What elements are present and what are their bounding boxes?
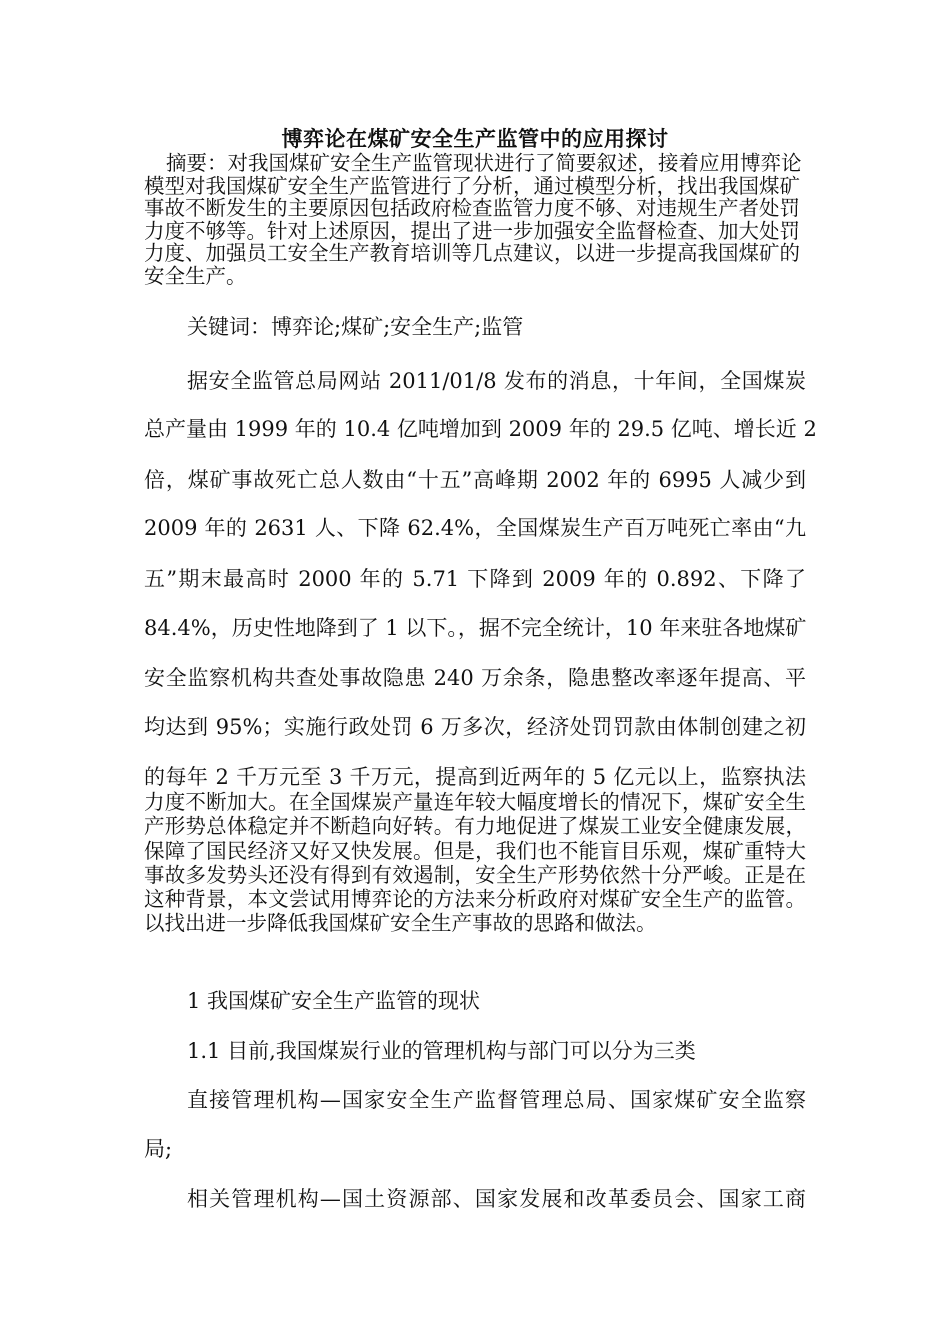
body-line: 的每年 2 千万元至 3 千万元，提高到近两年的 5 亿元以上，监察执法	[144, 765, 806, 789]
body-line: 总产量由 1999 年的 10.4 亿吨增加到 2009 年的 29.5 亿吨、增长近 2	[144, 417, 817, 441]
abstract-text: 摘要：对我国煤矿安全生产监管现状进行了简要叙述，接着应用博弈论模型对我国煤矿安全生产监管进行了分析，通过模型分析，找出我国煤矿事故不断发生的主要原因包括政府检查监管力度不够、对违规生产者处罚力度不够等。针对上述原因，提出了进一步加强安全监督检查、加大处罚力度、加强员工安全生产教育培训等几点建议，以进一步提高我国煤矿的安全生产。	[144, 151, 802, 288]
body-line: 据安全监管总局网站 2011/01/8 发布的消息，十年间，全国煤炭	[187, 369, 806, 393]
body-line: 直接管理机构—国家安全生产监督管理总局、国家煤矿安全监察	[187, 1088, 806, 1112]
body-line: 五”期末最高时 2000 年的 5.71 下降到 2009 年的 0.892、下降了	[144, 567, 806, 591]
subsection-heading: 1.1 目前,我国煤炭行业的管理机构与部门可以分为三类	[187, 1039, 696, 1063]
document-title: 博弈论在煤矿安全生产监管中的应用探讨	[281, 126, 669, 151]
body-line: 2009 年的 2631 人、下降 62.4%，全国煤炭生产百万吨死亡率由“九	[144, 516, 806, 540]
body-line: 均达到 95%；实施行政处罚 6 万多次，经济处罚罚款由体制创建之初	[144, 715, 806, 739]
abstract-paragraph	[144, 152, 806, 287]
body-line: 局;	[144, 1137, 173, 1161]
body-paragraph: 力度不断加大。在全国煤炭产量连年较大幅度增长的情况下，煤矿安全生产形势总体稳定并不断趋向好转。有力地促进了煤炭工业安全健康发展，保障了国民经济又好又快发展。但是，我们也不能盲目乐观，煤矿重特大事故多发势头还没有得到有效遏制，安全生产形势依然十分严峻。正是在这种背景，本文尝试用博弈论的方法来分析政府对煤矿安全生产的监管。以找出进一步降低我国煤矿安全生产事故的思路和做法。	[144, 790, 806, 936]
body-line: 倍，煤矿事故死亡总人数由“十五”高峰期 2002 年的 6995 人减少到	[144, 468, 806, 492]
section-heading: 1 我国煤矿安全生产监管的现状	[187, 989, 481, 1013]
body-line: 安全监察机构共查处事故隐患 240 万余条，隐患整改率逐年提高、平	[144, 666, 806, 690]
body-line: 相关管理机构—国土资源部、国家发展和改革委员会、国家工商	[187, 1187, 806, 1211]
keywords-line: 关键词：博弈论;煤矿;安全生产;监管	[187, 315, 524, 339]
body-line: 84.4%，历史性地降到了 1 以下。，据不完全统计，10 年来驻各地煤矿	[144, 616, 807, 640]
